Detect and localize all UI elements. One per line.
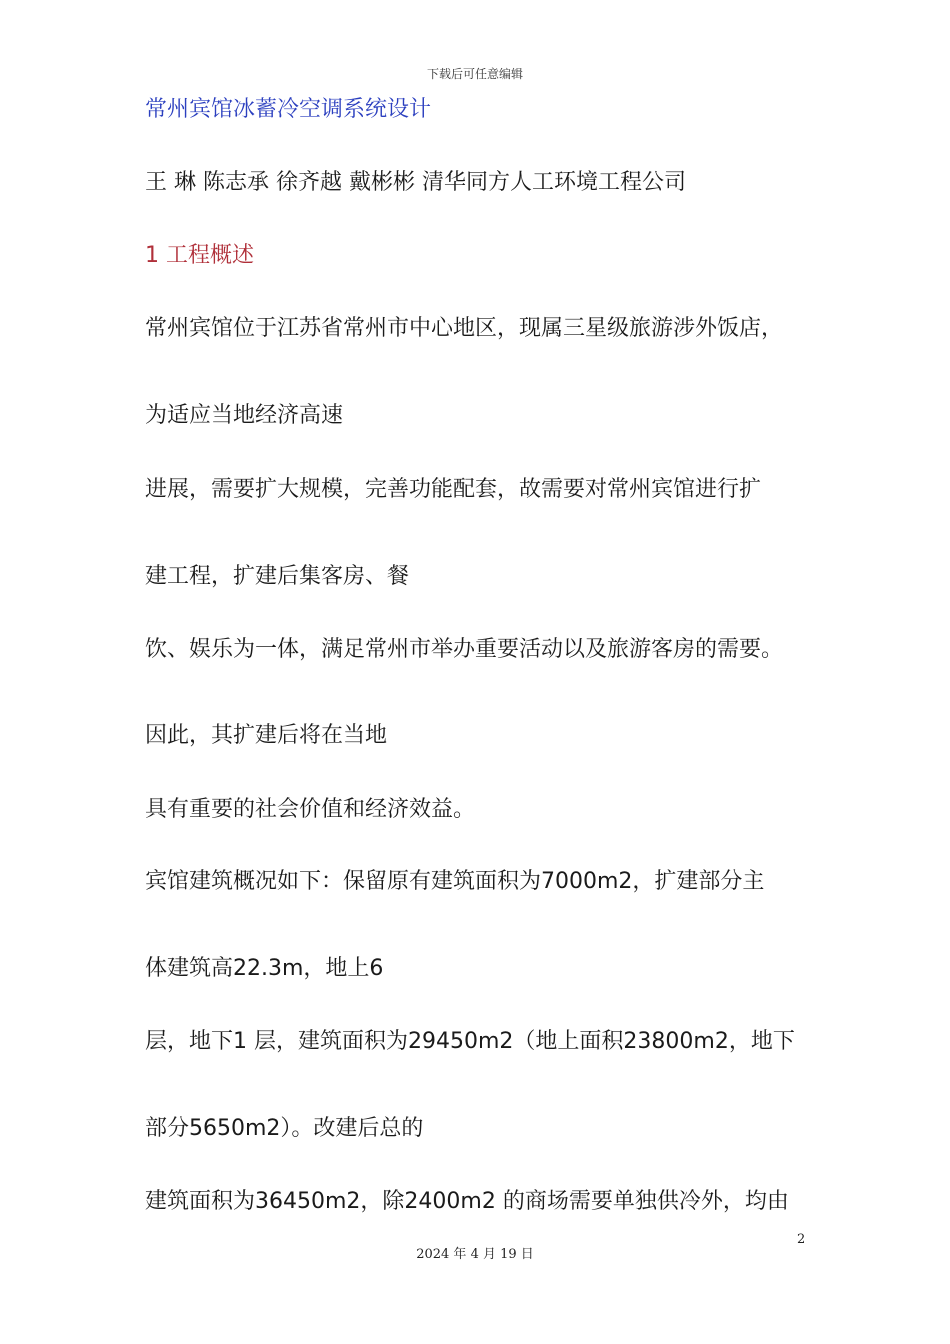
document-title: 常州宾馆冰蓄冷空调系统设计 [145, 97, 432, 122]
body-line: 为适应当地经济高速 [145, 403, 344, 428]
page-footer-date: 2024 年 4 月 19 日 [416, 1247, 534, 1262]
body-line: 常州宾馆位于江苏省常州市中心地区，现属三星级旅游涉外饭店， [145, 316, 784, 341]
body-line: 进展，需要扩大规模，完善功能配套，故需要对常州宾馆进行扩 [145, 477, 762, 502]
body-line: 建筑面积为36450m2，除2400m2 的商场需要单独供冷外，均由 [145, 1189, 789, 1214]
body-line: 部分5650m2）。改建后总的 [145, 1116, 424, 1141]
body-line: 因此，其扩建后将在当地 [145, 723, 388, 748]
section-heading: 1 工程概述 [145, 243, 254, 268]
body-line: 饮、娱乐为一体，满足常州市举办重要活动以及旅游客房的需要。 [145, 637, 784, 662]
body-line: 体建筑高22.3m，地上6 [145, 956, 384, 981]
body-line: 层，地下1 层，建筑面积为29450m2（地上面积23800m2，地下 [145, 1029, 795, 1054]
page-header: 下载后可任意编辑 [426, 67, 523, 81]
authors-line: 王 琳 陈志承 徐齐越 戴彬彬 清华同方人工环境工程公司 [145, 170, 686, 195]
body-line: 具有重要的社会价值和经济效益。 [145, 797, 476, 822]
body-line: 宾馆建筑概况如下：保留原有建筑面积为7000m2，扩建部分主 [145, 869, 765, 894]
body-line: 建工程，扩建后集客房、餐 [145, 564, 410, 589]
page-number: 2 [797, 1232, 806, 1247]
